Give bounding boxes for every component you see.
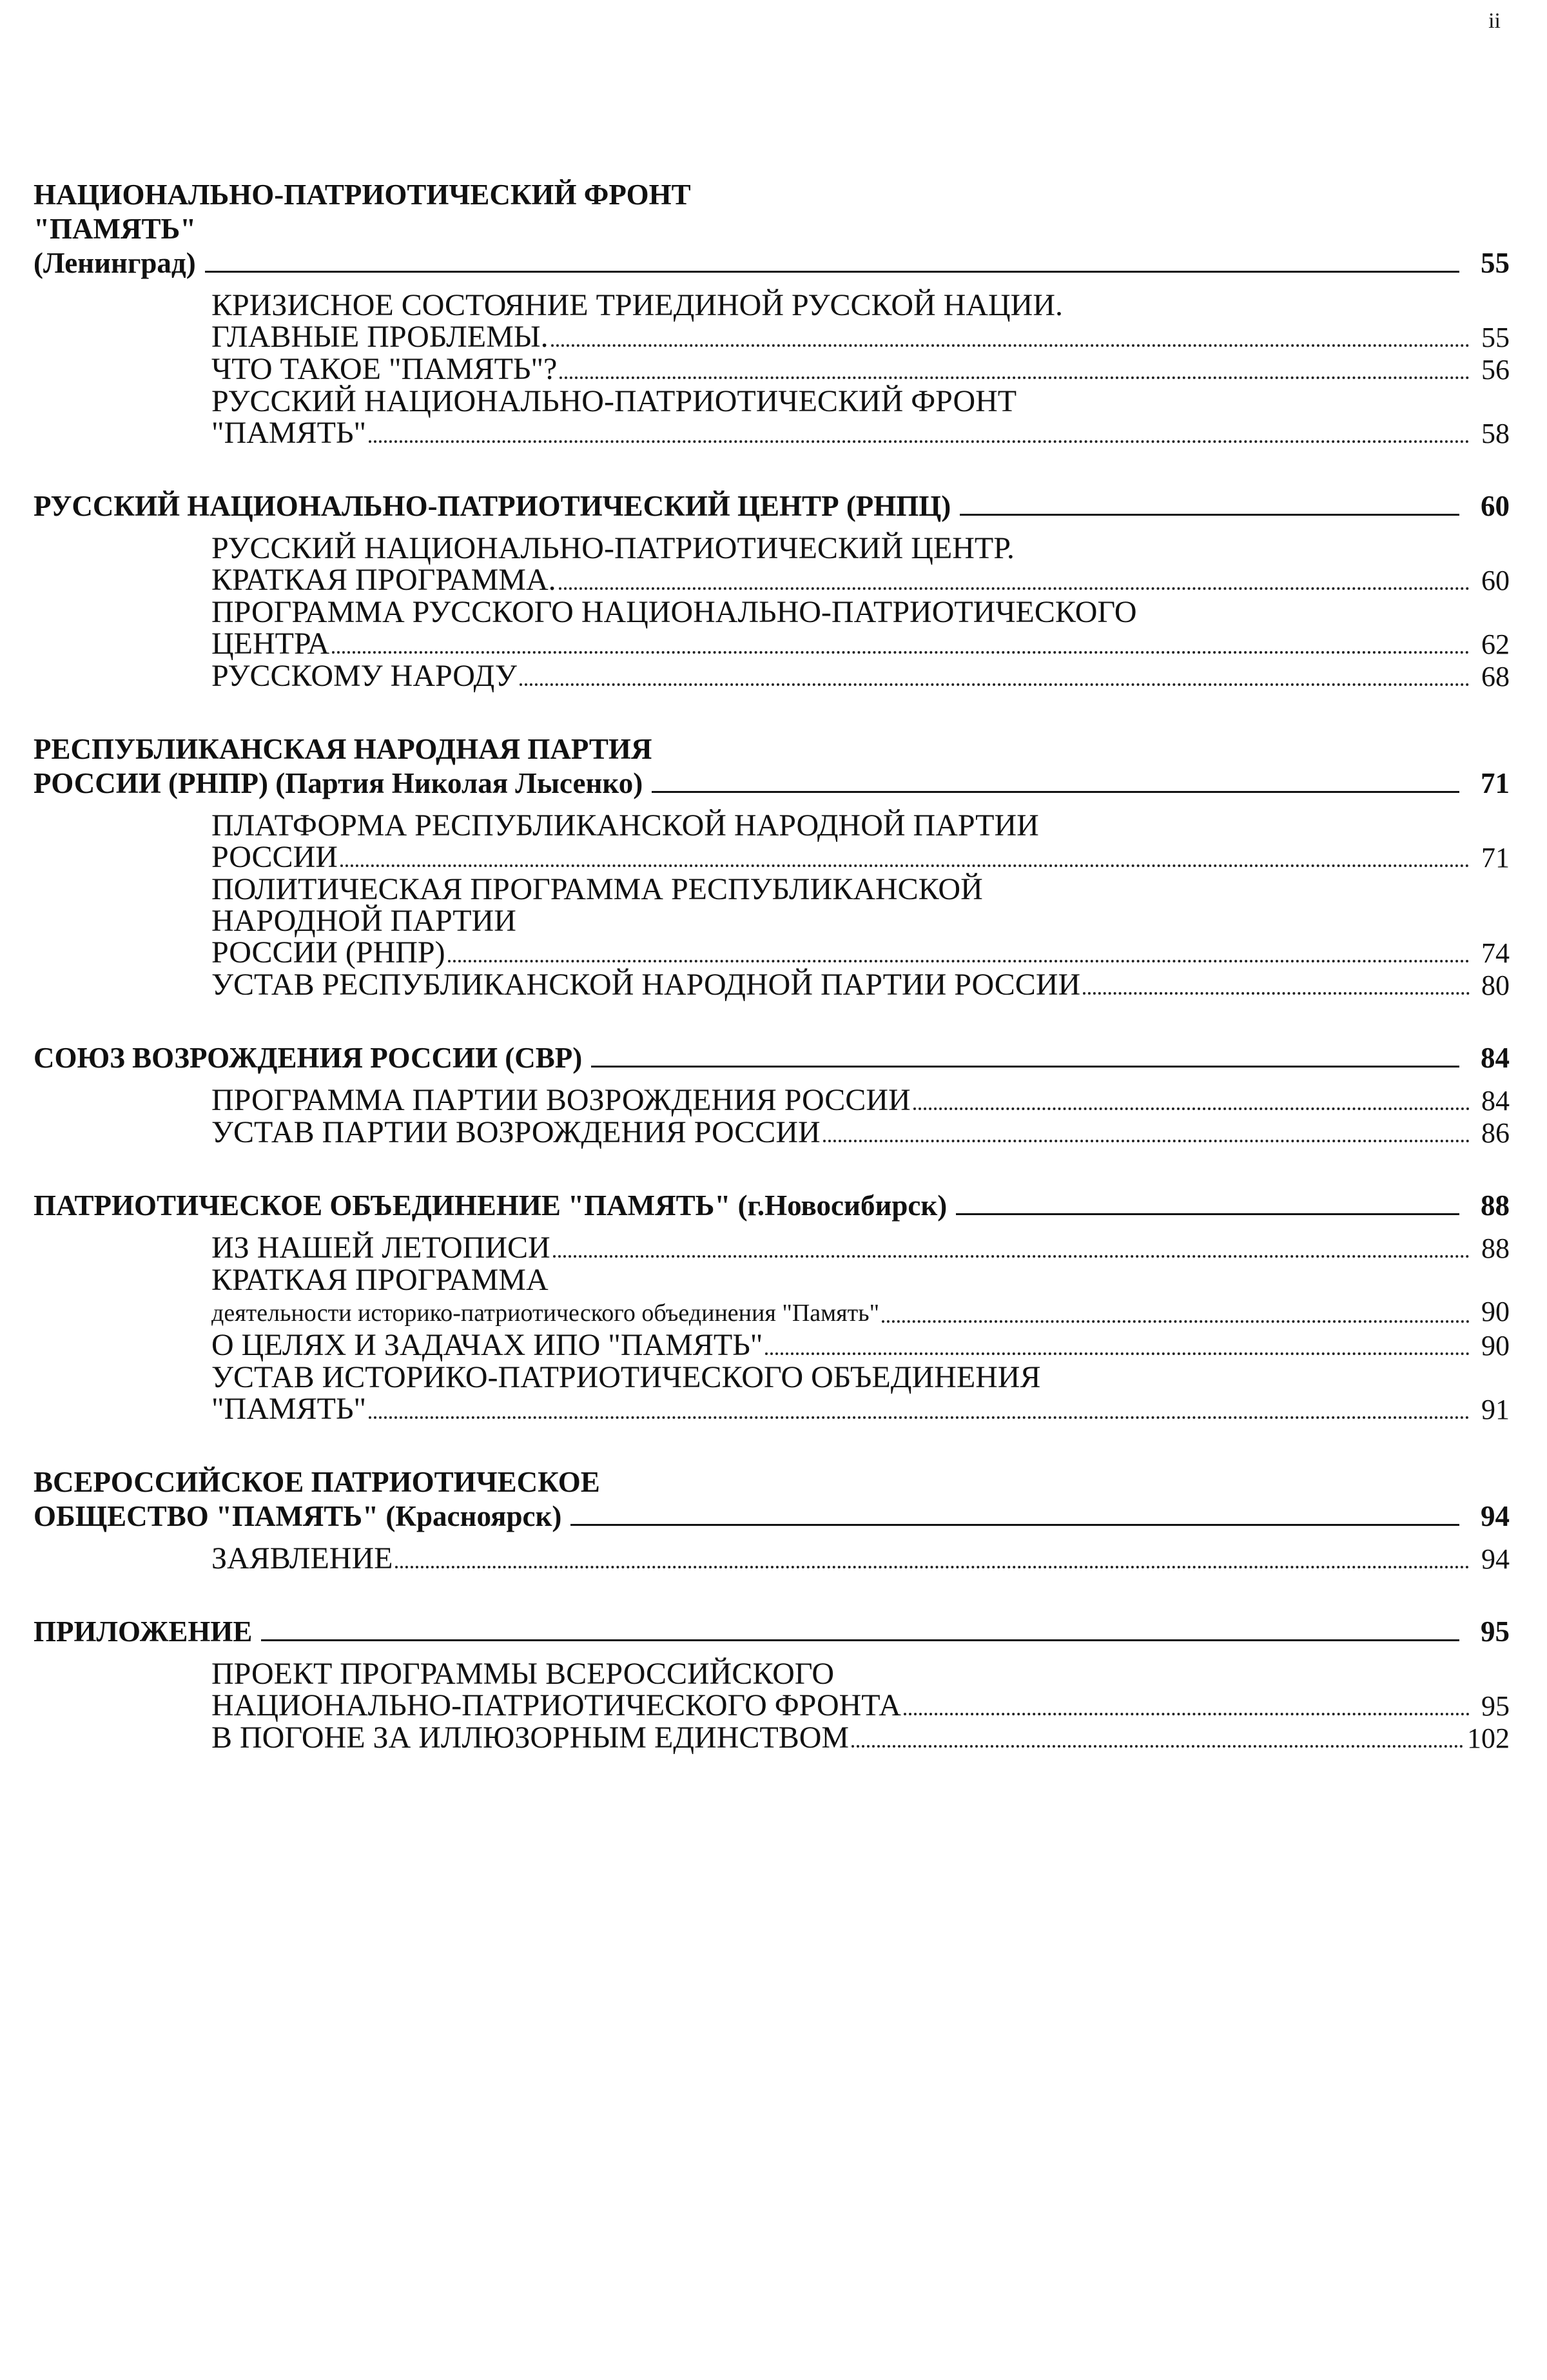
leader-rule xyxy=(652,791,1459,793)
entry-list xyxy=(211,1084,1510,1149)
entry-title-text: ЦЕНТРА xyxy=(211,627,330,661)
section-page-number: 94 xyxy=(1481,1500,1510,1532)
section-heading[interactable] xyxy=(34,1615,1510,1649)
entry-page-number: 74 xyxy=(1481,937,1510,969)
entry-page-number: 90 xyxy=(1481,1330,1510,1361)
dot-leader xyxy=(553,1255,1470,1258)
entry-page-number: 58 xyxy=(1481,418,1510,449)
toc-entry[interactable] xyxy=(211,385,1510,449)
toc-entry[interactable] xyxy=(211,1117,1510,1149)
entry-page-number: 68 xyxy=(1481,661,1510,692)
entry-line xyxy=(211,1690,1510,1722)
section-heading[interactable] xyxy=(34,1465,1510,1534)
entry-line xyxy=(211,1264,1510,1296)
section-title-line xyxy=(34,1615,1510,1649)
section-title-text: ПРИЛОЖЕНИЕ xyxy=(34,1615,253,1648)
page-number: ii xyxy=(1488,9,1501,33)
dot-leader xyxy=(520,683,1470,686)
entry-line xyxy=(211,1329,1510,1361)
leader-rule xyxy=(956,1213,1459,1215)
entry-title-text: ИЗ НАШЕЙ ЛЕТОПИСИ xyxy=(211,1231,550,1265)
toc-entry[interactable] xyxy=(211,289,1510,353)
entry-title-text: УСТАВ ПАРТИИ ВОЗРОЖДЕНИЯ РОССИИ xyxy=(211,1115,821,1149)
toc-entry[interactable] xyxy=(211,969,1510,1001)
entry-page-number: 55 xyxy=(1481,322,1510,353)
entry-line xyxy=(211,1296,1510,1329)
section-title-line xyxy=(34,178,1510,212)
leader-rule xyxy=(960,514,1459,516)
entry-title-text: ПРОГРАММА ПАРТИИ ВОЗРОЖДЕНИЯ РОССИИ xyxy=(211,1083,911,1117)
dot-leader xyxy=(559,587,1470,590)
entry-line xyxy=(211,1361,1510,1393)
entry-page-number: 62 xyxy=(1481,629,1510,660)
dot-leader xyxy=(913,1107,1470,1110)
entry-title-text: УСТАВ РЕСПУБЛИКАНСКОЙ НАРОДНОЙ ПАРТИИ РОССИИ xyxy=(211,968,1081,1002)
entry-line xyxy=(211,353,1510,385)
section-heading[interactable] xyxy=(34,489,1510,523)
entry-page-number: 102 xyxy=(1467,1722,1510,1754)
toc-section xyxy=(34,1041,1510,1149)
toc-section xyxy=(34,489,1510,692)
section-title-line xyxy=(34,489,1510,523)
table-of-contents xyxy=(34,178,1510,1754)
toc-entry[interactable] xyxy=(211,873,1510,969)
toc-entry[interactable] xyxy=(211,1361,1510,1425)
dot-leader xyxy=(765,1352,1470,1355)
dot-leader xyxy=(551,344,1470,347)
leader-rule xyxy=(261,1639,1459,1641)
section-title-text: СОЮЗ ВОЗРОЖДЕНИЯ РОССИИ (СВР) xyxy=(34,1042,583,1074)
dot-leader xyxy=(559,376,1470,379)
section-title-text: (Ленинград) xyxy=(34,247,196,279)
entry-title-text: В ПОГОНЕ ЗА ИЛЛЮЗОРНЫМ ЕДИНСТВОМ xyxy=(211,1721,850,1755)
section-title-text: НАЦИОНАЛЬНО-ПАТРИОТИЧЕСКИЙ ФРОНТ xyxy=(34,179,691,211)
leader-rule xyxy=(570,1524,1459,1526)
section-title-line xyxy=(34,766,1510,801)
entry-line xyxy=(211,385,1510,417)
entry-list xyxy=(211,1543,1510,1575)
entry-title-text: КРИЗИСНОЕ СОСТОЯНИЕ ТРИЕДИНОЙ РУССКОЙ НАЦИИ. xyxy=(211,288,1063,322)
entry-title-text: ПРОЕКТ ПРОГРАММЫ ВСЕРОССИЙСКОГО xyxy=(211,1657,835,1691)
entry-line xyxy=(211,937,1510,969)
entry-line xyxy=(211,841,1510,873)
entry-title-text: КРАТКАЯ ПРОГРАММА xyxy=(211,1263,549,1297)
entry-page-number: 90 xyxy=(1481,1296,1510,1327)
entry-title-text: "ПАМЯТЬ" xyxy=(211,1392,367,1426)
section-title-text: "ПАМЯТЬ" xyxy=(34,213,197,245)
toc-entry[interactable] xyxy=(211,1543,1510,1575)
section-title-line xyxy=(34,1465,1510,1499)
section-page-number: 84 xyxy=(1481,1042,1510,1074)
entry-title-text: НАЦИОНАЛЬНО-ПАТРИОТИЧЕСКОГО ФРОНТА xyxy=(211,1688,901,1722)
dot-leader xyxy=(1083,992,1470,995)
toc-entry[interactable] xyxy=(211,1232,1510,1264)
entry-line xyxy=(211,969,1510,1001)
entry-list xyxy=(211,289,1510,449)
toc-entry[interactable] xyxy=(211,1722,1510,1754)
section-title-line xyxy=(34,246,1510,280)
entry-line xyxy=(211,628,1510,660)
toc-entry[interactable] xyxy=(211,596,1510,660)
section-title-text: ОБЩЕСТВО "ПАМЯТЬ" (Красноярск) xyxy=(34,1500,562,1532)
toc-entry[interactable] xyxy=(211,660,1510,692)
dot-leader xyxy=(369,440,1470,443)
section-heading[interactable] xyxy=(34,1041,1510,1075)
entry-title-text: ПЛАТФОРМА РЕСПУБЛИКАНСКОЙ НАРОДНОЙ ПАРТИИ xyxy=(211,808,1039,843)
entry-line xyxy=(211,660,1510,692)
section-title-text: РУССКИЙ НАЦИОНАЛЬНО-ПАТРИОТИЧЕСКИЙ ЦЕНТР (РНПЦ) xyxy=(34,490,951,522)
section-title-line xyxy=(34,212,1510,246)
toc-entry[interactable] xyxy=(211,1329,1510,1361)
toc-entry[interactable] xyxy=(211,1658,1510,1722)
section-title-line xyxy=(34,1189,1510,1223)
entry-title-text: ПРОГРАММА РУССКОГО НАЦИОНАЛЬНО-ПАТРИОТИЧЕСКОГО xyxy=(211,595,1137,629)
entry-line xyxy=(211,596,1510,628)
entry-line xyxy=(211,532,1510,564)
entry-line xyxy=(211,810,1510,841)
entry-title-text: ПОЛИТИЧЕСКАЯ ПРОГРАММА РЕСПУБЛИКАНСКОЙ xyxy=(211,872,983,906)
entry-line xyxy=(211,1543,1510,1575)
entry-page-number: 91 xyxy=(1481,1394,1510,1425)
section-title-text: ВСЕРОССИЙСКОЕ ПАТРИОТИЧЕСКОЕ xyxy=(34,1466,600,1498)
entry-page-number: 94 xyxy=(1481,1543,1510,1575)
entry-line xyxy=(211,1722,1510,1754)
entry-title-text: УСТАВ ИСТОРИКО-ПАТРИОТИЧЕСКОГО ОБЪЕДИНЕНИЯ xyxy=(211,1360,1041,1394)
entry-line xyxy=(211,905,1510,937)
section-title-line xyxy=(34,1041,1510,1075)
dot-leader xyxy=(332,651,1470,654)
entry-line xyxy=(211,1658,1510,1690)
toc-section xyxy=(34,1189,1510,1425)
entry-line xyxy=(211,1232,1510,1264)
toc-entry[interactable] xyxy=(211,810,1510,873)
leader-rule xyxy=(591,1066,1459,1068)
entry-title-text: деятельности историко-патриотического объединения "Память" xyxy=(211,1300,880,1327)
toc-entry[interactable] xyxy=(211,1084,1510,1117)
section-title-text: РОССИИ (РНПР) (Партия Николая Лысенко) xyxy=(34,767,643,799)
entry-page-number: 95 xyxy=(1481,1690,1510,1722)
entry-list xyxy=(211,532,1510,692)
dot-leader xyxy=(395,1566,1470,1568)
entry-page-number: 88 xyxy=(1481,1233,1510,1264)
dot-leader xyxy=(882,1320,1470,1323)
section-page-number: 55 xyxy=(1481,247,1510,279)
section-page-number: 60 xyxy=(1481,490,1510,522)
entry-line xyxy=(211,321,1510,353)
entry-title-text: РУССКИЙ НАЦИОНАЛЬНО-ПАТРИОТИЧЕСКИЙ ЦЕНТР. xyxy=(211,531,1015,565)
dot-leader xyxy=(851,1745,1463,1748)
entry-page-number: 84 xyxy=(1481,1085,1510,1117)
section-title-text: РЕСПУБЛИКАНСКАЯ НАРОДНАЯ ПАРТИЯ xyxy=(34,733,652,765)
section-page-number: 95 xyxy=(1481,1615,1510,1648)
toc-entry[interactable] xyxy=(211,532,1510,596)
entry-page-number: 56 xyxy=(1481,354,1510,385)
dot-leader xyxy=(823,1140,1470,1142)
section-page-number: 88 xyxy=(1481,1189,1510,1222)
entry-title-text: О ЦЕЛЯХ И ЗАДАЧАХ ИПО "ПАМЯТЬ" xyxy=(211,1328,763,1362)
dot-leader xyxy=(369,1416,1470,1419)
entry-title-text: РУССКИЙ НАЦИОНАЛЬНО-ПАТРИОТИЧЕСКИЙ ФРОНТ xyxy=(211,384,1017,418)
entry-title-text: ЗАЯВЛЕНИЕ xyxy=(211,1541,393,1575)
section-heading[interactable] xyxy=(34,1189,1510,1223)
section-heading[interactable] xyxy=(34,732,1510,801)
entry-line xyxy=(211,1393,1510,1425)
entry-line xyxy=(211,417,1510,449)
entry-title-text: РУССКОМУ НАРОДУ xyxy=(211,659,517,693)
entry-title-text: ЧТО ТАКОЕ "ПАМЯТЬ"? xyxy=(211,352,558,386)
entry-page-number: 60 xyxy=(1481,565,1510,596)
dot-leader xyxy=(448,960,1470,962)
entry-line xyxy=(211,1117,1510,1149)
entry-line xyxy=(211,564,1510,596)
entry-title-text: РОССИИ (РНПР) xyxy=(211,935,445,970)
entry-title-text: ГЛАВНЫЕ ПРОБЛЕМЫ. xyxy=(211,320,549,354)
entry-title-text: РОССИИ xyxy=(211,840,338,874)
toc-entry[interactable] xyxy=(211,353,1510,385)
dot-leader xyxy=(340,864,1470,867)
toc-section xyxy=(34,1465,1510,1575)
section-title-line xyxy=(34,1499,1510,1534)
entry-line xyxy=(211,873,1510,905)
entry-page-number: 80 xyxy=(1481,970,1510,1001)
section-title-text: ПАТРИОТИЧЕСКОЕ ОБЪЕДИНЕНИЕ "ПАМЯТЬ" (г.Новосибирск) xyxy=(34,1189,948,1222)
entry-title-text: КРАТКАЯ ПРОГРАММА. xyxy=(211,563,556,597)
leader-rule xyxy=(205,271,1459,273)
entry-list xyxy=(211,1658,1510,1754)
section-title-line xyxy=(34,732,1510,766)
dot-leader xyxy=(904,1713,1470,1715)
entry-page-number: 86 xyxy=(1481,1117,1510,1149)
entry-list xyxy=(211,810,1510,1001)
section-heading[interactable] xyxy=(34,178,1510,280)
entry-line xyxy=(211,289,1510,321)
entry-list xyxy=(211,1232,1510,1425)
toc-section xyxy=(34,732,1510,1001)
entry-title-text: НАРОДНОЙ ПАРТИИ xyxy=(211,904,516,938)
section-page-number: 71 xyxy=(1481,767,1510,799)
toc-section xyxy=(34,1615,1510,1754)
entry-page-number: 71 xyxy=(1481,842,1510,873)
entry-title-text: "ПАМЯТЬ" xyxy=(211,416,367,450)
entry-line xyxy=(211,1084,1510,1117)
toc-section xyxy=(34,178,1510,449)
toc-entry[interactable] xyxy=(211,1264,1510,1329)
